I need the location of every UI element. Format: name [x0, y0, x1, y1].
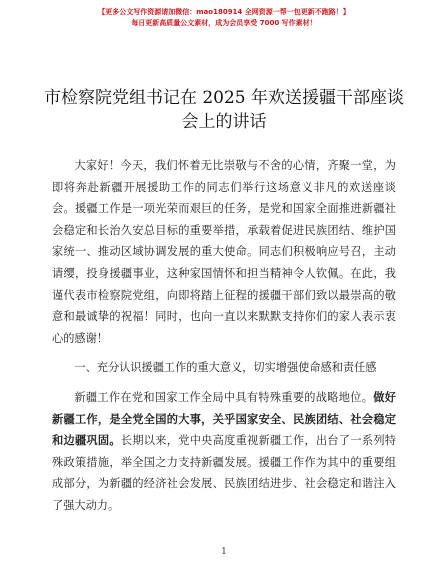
promo-line-1: 【更多公文写作资源请加微信：mao180914 全网资源一帮一包更新不跑路！】	[98, 8, 350, 16]
page-number: 1	[221, 547, 227, 557]
paragraph-section-1	[52, 387, 396, 517]
paragraph-opening: 大家好！今天，我们怀着无比崇敬与不舍的心情，齐聚一堂，为即将奔赴新疆开展援助工作的同志们举行这场意义非凡的欢送座谈会。援疆工作是一项光荣而艰巨的任务，是党和国家全面推进新疆社会稳定和长治久安总目标的重要举措，承载着促进民族团结、维护国家统一、推动区域协调发展的重大使命。同志们积极响应号召，主动请缨，投身援疆事业，这种家国情怀和担当精神令人钦佩。在此，我谨代表市检察院党组，向即将踏上征程的援疆干部们致以最崇高的敬意和最诚挚的祝福！同时，也向一直以来默默支持你们的家人表示衷心的感谢！	[52, 159, 396, 345]
title-line-2: 会上的讲话	[181, 112, 267, 132]
document-body	[52, 155, 396, 517]
document-title	[24, 86, 424, 134]
paragraph-emphasis: 做好新疆工作，是全党全国的大事，关乎国家安全、民族团结、社会稳定和边疆巩固。	[52, 389, 396, 448]
promo-line-2: 每日更新高质量公文素材，成为会员享受 7000 写作素材！	[131, 19, 317, 27]
promo-banner	[0, 7, 448, 29]
section-heading-1: 一、充分认识援疆工作的重大意义，切实增强使命感和责任感	[74, 361, 377, 375]
paragraph-lead: 新疆工作在党和国家工作全局中具有特殊重要的战略地位。	[74, 390, 374, 404]
paragraph-rest: 长期以来，党中央高度重视新疆工作，出台了一系列特殊政策措施，举全国之力支持新疆发展。援疆工作作为其中的重要组成部分，为新疆的经济社会发展、民族团结进步、社会稳定和谐注入了强大动力。	[52, 434, 396, 512]
title-line-1: 市检察院党组书记在 2025 年欢送援疆干部座谈	[43, 88, 405, 108]
